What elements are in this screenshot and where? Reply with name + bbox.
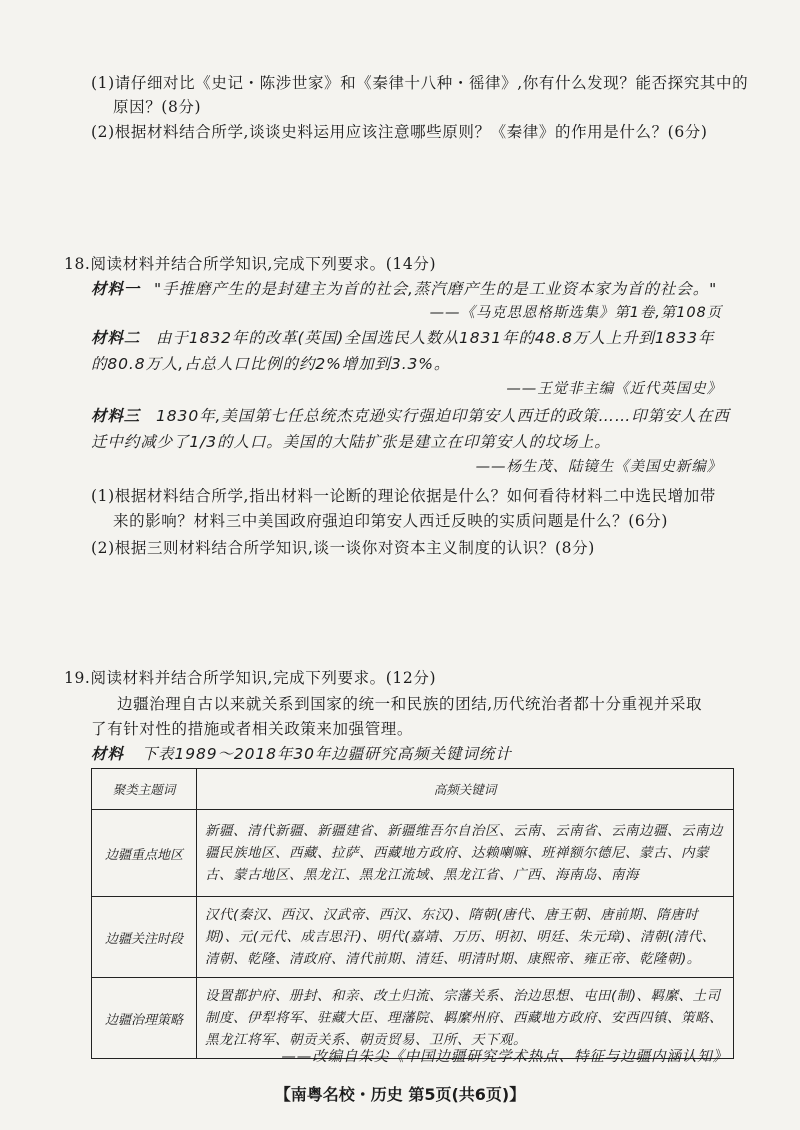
table-cell-topic: 边疆关注时段	[92, 897, 197, 978]
table-header-topic: 聚类主题词	[92, 769, 197, 810]
q19-material-label: 材料	[91, 745, 124, 763]
table-row	[92, 810, 734, 897]
q17-part1-line2: 原因？(8分)	[113, 98, 202, 116]
q18-material3-source: ——杨生茂、陆镜生《美国史新编》	[475, 459, 722, 475]
q19-intro-line2: 了有针对性的措施或者相关政策来加强管理。	[91, 720, 414, 738]
q18-material3-label: 材料三	[91, 407, 141, 425]
q17-part2: (2)根据材料结合所学,谈谈史料运用应该注意哪些原则？《秦律》的作用是什么？(6分)	[91, 123, 708, 141]
q18-part1-line1: (1)根据材料结合所学,指出材料一论断的理论依据是什么？如何看待材料二中选民增加带	[91, 487, 716, 505]
q18-material1	[91, 278, 717, 300]
q18-material2-label: 材料二	[91, 329, 141, 347]
q19-source: ——改编自朱尖《中国边疆研究学术热点、特征与边疆内涵认知》	[281, 1049, 728, 1065]
table-header-row	[92, 769, 734, 810]
table-cell-keywords: 汉代(秦汉、西汉、汉武帝、西汉、东汉)、隋朝(唐代、唐王朝、唐前期、隋唐时期)、元(元代、成吉思汗)、明代(嘉靖、万历、明初、明廷、朱元璋)、清朝(清代、清朝、乾隆、清政府、清代前期、清廷、明清时期、康熙帝、雍正帝、乾隆朝)。	[197, 897, 734, 978]
table-cell-keywords: 新疆、清代新疆、新疆建省、新疆维吾尔自治区、云南、云南省、云南边疆、云南边疆民族地区、西藏、拉萨、西藏地方政府、达赖喇嘛、班禅额尔德尼、蒙古、内蒙古、蒙古地区、黑龙江、黑龙江流域、黑龙江省、广西、海南岛、南海	[197, 810, 734, 897]
q18-material2-text1: 由于1832年的改革(英国)全国选民人数从1831年的48.8万人上升到1833年	[156, 329, 715, 347]
q18-material3-line1	[91, 405, 730, 427]
q18-material1-text: "手推磨产生的是封建主为首的社会,蒸汽磨产生的是工业资本家为首的社会。"	[154, 280, 718, 298]
q19-heading: 19.阅读材料并结合所学知识,完成下列要求。(12分)	[64, 669, 437, 687]
q19-intro-line1: 边疆治理自古以来就关系到国家的统一和民族的团结,历代统治者都十分重视并采取	[117, 695, 703, 713]
q19-material-text: 下表1989～2018年30年边疆研究高频关键词统计	[141, 745, 512, 763]
q18-heading: 18.阅读材料并结合所学知识,完成下列要求。(14分)	[64, 255, 437, 273]
q18-material1-label: 材料一	[91, 280, 141, 298]
table-header-keywords: 高频关键词	[197, 769, 734, 810]
q18-material2-source: ——王觉非主编《近代英国史》	[506, 381, 722, 397]
q18-part1-line2: 来的影响？材料三中美国政府强迫印第安人西迁反映的实质问题是什么？(6分)	[113, 512, 669, 530]
q18-material3-text1: 1830年,美国第七任总统杰克逊实行强迫印第安人西迁的政策……印第安人在西	[156, 407, 730, 425]
table-cell-topic: 边疆治理策略	[92, 978, 197, 1059]
q18-material3-text2: 迁中约减少了1/3的人口。美国的大陆扩张是建立在印第安人的坟场上。	[91, 433, 611, 451]
table-cell-topic: 边疆重点地区	[92, 810, 197, 897]
page-footer: 【南粤名校・历史 第5页(共6页)】	[274, 1085, 526, 1104]
q18-material2-line1	[91, 327, 714, 349]
q18-material1-source: ——《马克思恩格斯选集》第1卷,第108页	[429, 305, 722, 321]
q18-part2: (2)根据三则材料结合所学知识,谈一谈你对资本主义制度的认识？(8分)	[91, 539, 595, 557]
q19-material-caption	[91, 743, 512, 765]
q17-part1-line1: (1)请仔细对比《史记・陈涉世家》和《秦律十八种・徭律》,你有什么发现？能否探究其中的	[91, 74, 749, 92]
q18-material2-text2: 的80.8万人,占总人口比例的约2%增加到3.3%。	[91, 355, 451, 373]
keyword-table	[91, 768, 734, 1059]
table-cell-keywords: 设置都护府、册封、和亲、改土归流、宗藩关系、治边思想、屯田(制)、羁縻、土司制度、伊犁将军、驻藏大臣、理藩院、羁縻州府、西藏地方政府、安西四镇、策略、黑龙江将军、朝贡关系、朝贡贸易、卫所、天下观。	[197, 978, 734, 1059]
table-row	[92, 897, 734, 978]
